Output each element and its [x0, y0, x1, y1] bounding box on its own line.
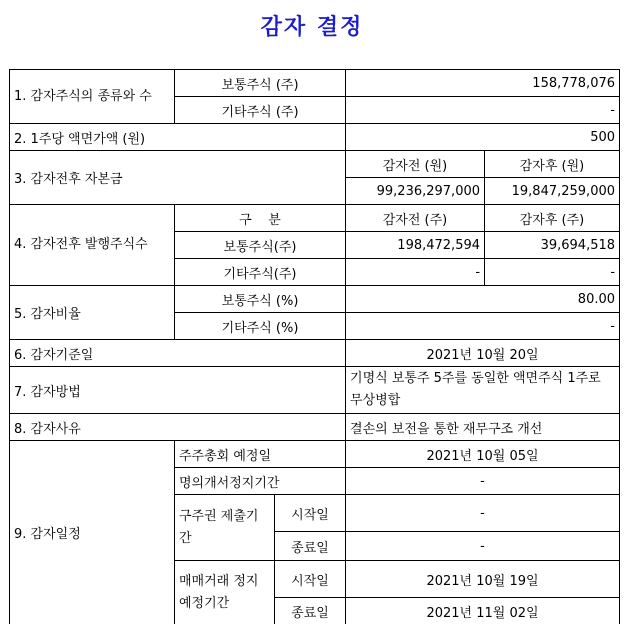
- capital-before-header: 감자전 (원): [346, 151, 485, 178]
- trading-start: 2021년 10월 19일: [346, 561, 620, 598]
- other-stock-value: -: [346, 97, 620, 124]
- common-ratio-label: 보통주식 (%): [175, 286, 346, 313]
- suspension-period: -: [346, 468, 620, 495]
- label-record-date: 6. 감자기준일: [10, 340, 346, 367]
- label-reduction-ratio: 5. 감자비율: [10, 286, 175, 340]
- meeting-date-label: 주주총회 예정일: [175, 441, 346, 468]
- certificate-end-label: 종료일: [275, 532, 346, 561]
- label-schedule: 9. 감자일정: [10, 441, 175, 624]
- label-reason: 8. 감자사유: [10, 414, 346, 441]
- page-title: 감자 결정: [0, 10, 624, 41]
- label-issued-shares: 4. 감자전후 발행주식수: [10, 205, 175, 286]
- capital-reduction-table: [9, 69, 620, 624]
- capital-after-header: 감자후 (원): [485, 151, 620, 178]
- category-header: 구 분: [175, 205, 346, 232]
- table-row: [10, 70, 620, 97]
- capital-before-value: 99,236,297,000: [346, 178, 485, 205]
- other-shares-before: -: [346, 259, 485, 286]
- trading-start-label: 시작일: [275, 561, 346, 598]
- shares-after-header: 감자후 (주): [485, 205, 620, 232]
- other-ratio-label: 기타주식 (%): [175, 313, 346, 340]
- table-row: [10, 340, 620, 367]
- certificate-period-label: 구주권 제출기간: [175, 495, 275, 561]
- meeting-date: 2021년 10월 05일: [346, 441, 620, 468]
- other-stock-label: 기타주식 (주): [175, 97, 346, 124]
- table-row: [10, 151, 620, 178]
- label-capital: 3. 감자전후 자본금: [10, 151, 346, 205]
- trading-end-label: 종료일: [275, 598, 346, 624]
- table-row: [10, 286, 620, 313]
- label-method: 7. 감자방법: [10, 367, 346, 414]
- common-shares-label: 보통주식(주): [175, 232, 346, 259]
- common-stock-value: 158,778,076: [346, 70, 620, 97]
- suspension-period-label: 명의개서정지기간: [175, 468, 346, 495]
- trading-end: 2021년 11월 02일: [346, 598, 620, 624]
- par-value: 500: [346, 124, 620, 151]
- common-stock-label: 보통주식 (주): [175, 70, 346, 97]
- trading-halt-label: 매매거래 정지예정기간: [175, 561, 275, 624]
- capital-after-value: 19,847,259,000: [485, 178, 620, 205]
- reduction-reason: 결손의 보전을 통한 재무구조 개선: [346, 414, 620, 441]
- reduction-method: 기명식 보통주 5주를 동일한 액면주식 1주로 무상병합: [346, 367, 620, 414]
- other-shares-after: -: [485, 259, 620, 286]
- shares-before-header: 감자전 (주): [346, 205, 485, 232]
- table-row: [10, 124, 620, 151]
- common-ratio-value: 80.00: [346, 286, 620, 313]
- common-shares-after: 39,694,518: [485, 232, 620, 259]
- common-shares-before: 198,472,594: [346, 232, 485, 259]
- table-row: [10, 205, 620, 232]
- other-shares-label: 기타주식(주): [175, 259, 346, 286]
- label-par-value: 2. 1주당 액면가액 (원): [10, 124, 346, 151]
- certificate-start-label: 시작일: [275, 495, 346, 532]
- record-date: 2021년 10월 20일: [346, 340, 620, 367]
- certificate-start: -: [346, 495, 620, 532]
- certificate-end: -: [346, 532, 620, 561]
- table-row: [10, 367, 620, 414]
- table-row: [10, 441, 620, 468]
- table-row: [10, 414, 620, 441]
- label-reduction-shares: 1. 감자주식의 종류와 수: [10, 70, 175, 124]
- other-ratio-value: -: [346, 313, 620, 340]
